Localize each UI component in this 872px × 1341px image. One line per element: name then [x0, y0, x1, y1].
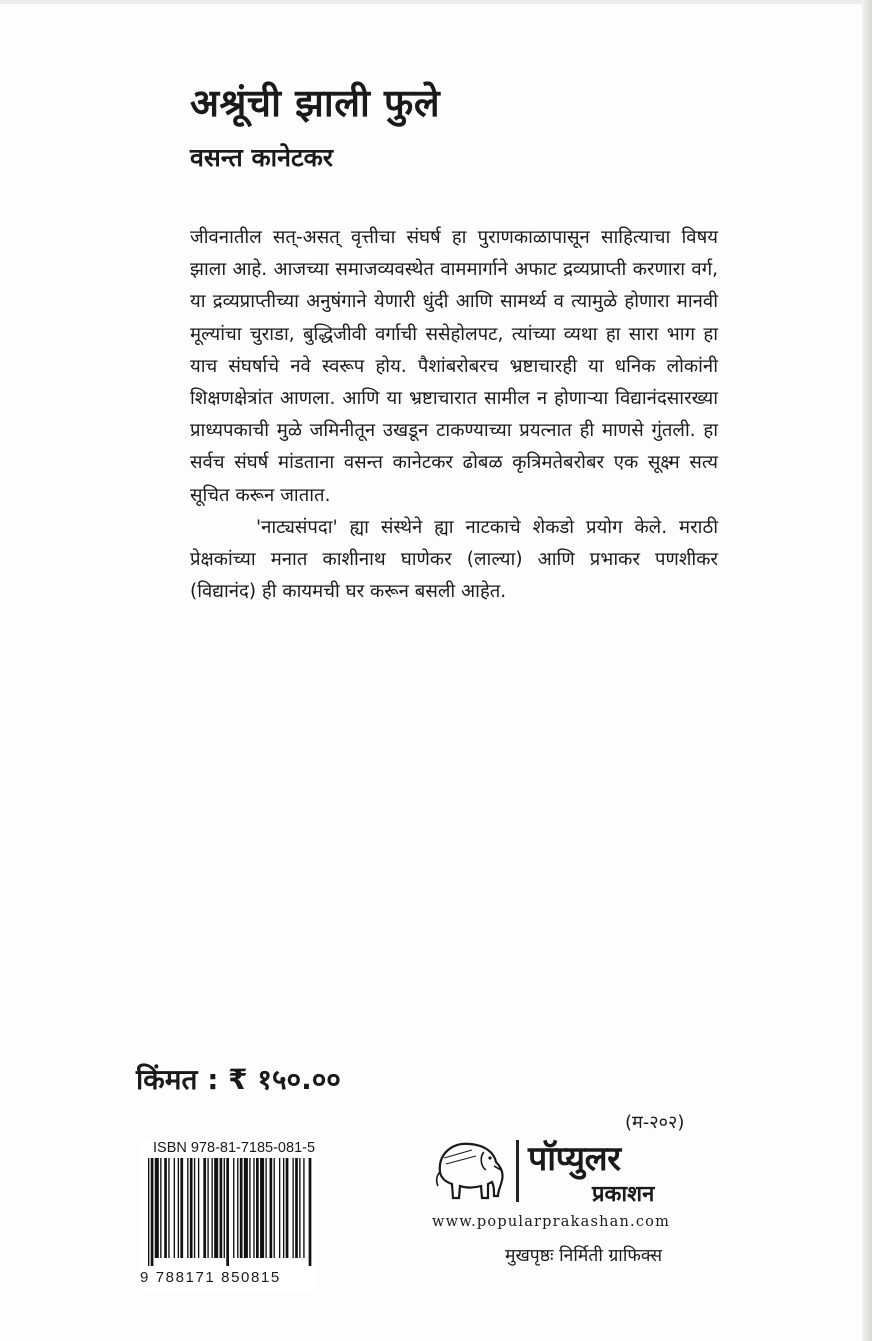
- blurb: [190, 222, 718, 608]
- barcode-bar: [265, 1158, 266, 1258]
- barcode-bar: [249, 1158, 250, 1258]
- barcode-digits: 9 788171 850815: [140, 1269, 281, 1286]
- barcode-bar: [203, 1158, 206, 1258]
- cover-credit: मुखपृष्ठः निर्मिती ग्राफिक्स: [505, 1246, 663, 1266]
- barcode-bar: [214, 1158, 218, 1258]
- barcode-bar: [256, 1158, 259, 1258]
- barcode-bar: [155, 1158, 159, 1258]
- barcode-bar: [178, 1158, 179, 1258]
- barcode-bar: [187, 1158, 188, 1258]
- elephant-icon: [432, 1132, 512, 1208]
- publisher-name: पॉप्युलर: [528, 1139, 621, 1179]
- barcode-bar: [164, 1158, 167, 1258]
- barcode-bar: [160, 1158, 161, 1258]
- barcode-bar: [224, 1158, 225, 1258]
- blurb-paragraph-2: 'नाट्यसंपदा' ह्या संस्थेने ह्या नाटकाचे शेकडो प्रयोग केले. मराठी प्रेक्षकांच्या मनात काशीनाथ घाणेकर (लाल्या) आणि प्रभाकर पणशीकर (विद्यानंद) ही कायमची घर करून बसली आहेत.: [190, 516, 718, 603]
- barcode-icon: [146, 1158, 314, 1266]
- isbn-label: ISBN 978-81-7185-081-5: [153, 1140, 316, 1156]
- logo-divider: [516, 1140, 519, 1202]
- barcode-bar: [253, 1158, 254, 1258]
- barcode-bar: [303, 1158, 304, 1258]
- blurb-paragraph-1: जीवनातील सत्-असत् वृत्तीचा संघर्ष हा पुराणकाळापासून साहित्याचा विषय झाला आहे. आजच्या समाजव्यवस्थेत वाममार्गाने अफाट द्रव्यप्राप्ती करणारा वर्ग, या द्रव्यप्राप्तीच्या अनुषंगाने येणारी धुंदी आणि सामर्थ्य व त्यामुळे होणारा मानवी मूल्यांचा चुराडा, बुद्धिजीवी वर्गाची ससेहोलपट, त्यांच्या व्यथा हा सारा भाग हा याच संघर्षाचे नवे स्वरूप होय. पैशांबरोबरच भ्रष्टाचारही या धनिक लोकांनी शिक्षणक्षेत्रांत आणला. आणि या भ्रष्टाचारात सामील न होणाऱ्या विद्यानंदसारख्या प्राध्यपकाची मुळे जमिनीतून उखडून टाकण्याच्या प्रयत्नात ही माणसे गुंतली. हा सर्वच संघर्ष मांडताना वसन्त कानेटकर ढोबळ कृत्रिमतेबरोबर एक सूक्ष्म सत्य सूचित करून जातात.: [190, 227, 718, 506]
- barcode-bar: [240, 1158, 243, 1258]
- publisher-website: www.popularprakashan.com: [432, 1214, 671, 1230]
- barcode-bar: [274, 1158, 275, 1258]
- barcode-bar: [244, 1158, 248, 1258]
- barcode-bar: [283, 1158, 284, 1258]
- barcode-bar: [279, 1158, 280, 1258]
- barcode-bar: [207, 1158, 208, 1258]
- barcode-block: [140, 1140, 317, 1292]
- barcode-bar: [148, 1158, 149, 1266]
- barcode-bar: [180, 1158, 183, 1258]
- barcode-bar: [220, 1158, 223, 1258]
- barcode-bar: [270, 1158, 273, 1258]
- barcode-bar: [295, 1158, 298, 1258]
- barcode-bar: [260, 1158, 264, 1258]
- publisher-logo: [432, 1132, 732, 1214]
- barcode-bar: [237, 1158, 238, 1258]
- barcode-bar: [198, 1158, 199, 1258]
- barcode-bar: [151, 1158, 154, 1266]
- barcode-bar: [233, 1158, 234, 1258]
- right-edge-shadow: [862, 0, 872, 1341]
- publisher-subtitle: प्रकाशन: [592, 1182, 655, 1207]
- book-author: वसन्त कानेटकर: [190, 143, 334, 172]
- book-title: अश्रूंची झाली फुले: [190, 81, 441, 125]
- barcode-bar: [299, 1158, 300, 1258]
- barcode-bar: [226, 1158, 229, 1266]
- barcode-bar: [168, 1158, 169, 1258]
- price: किंमत : ₹ १५०.००: [136, 1063, 341, 1096]
- barcode-bar: [286, 1158, 289, 1258]
- barcode-bar: [309, 1158, 312, 1266]
- barcode-bar: [190, 1158, 193, 1258]
- barcode-bar: [292, 1158, 293, 1258]
- barcode-bar: [194, 1158, 195, 1258]
- top-edge: [0, 0, 872, 4]
- barcode-bar: [211, 1158, 212, 1258]
- catalog-code: (म-२०२): [625, 1112, 685, 1133]
- barcode-bar: [174, 1158, 175, 1258]
